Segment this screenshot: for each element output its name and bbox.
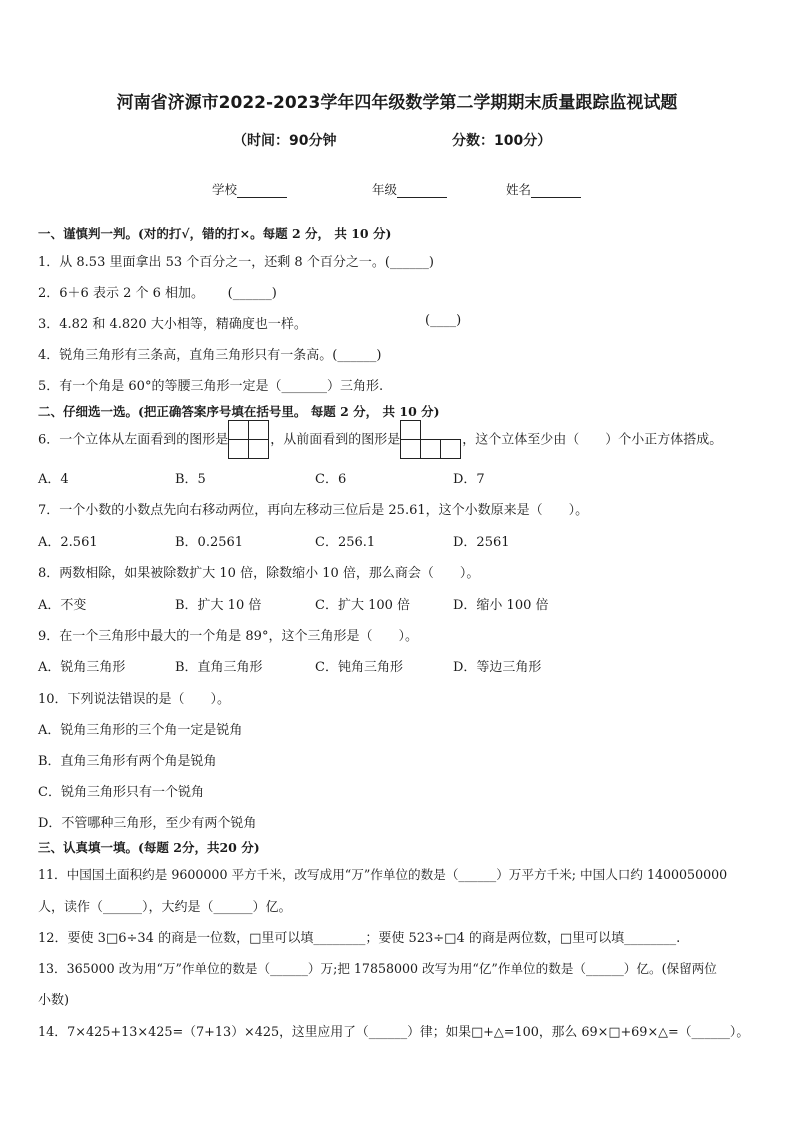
question-12: 12．要使 3□6÷34 的商是一位数，□里可以填________；要使 523÷□4 的商是两位数，□里可以填________. bbox=[38, 931, 681, 946]
question-3: 3．4.82 和 4.820 大小相等，精确度也一样。 bbox=[38, 317, 307, 332]
question-6-part-c: ，这个立体至少由（ ）个小正方体搭成。 bbox=[462, 432, 723, 448]
question-1: 1．从 8.53 里面拿出 53 个百分之一，还剩 8 个百分之一。(______) bbox=[38, 255, 434, 270]
q9-option-b[interactable]: B．直角三角形 bbox=[175, 660, 263, 675]
left-view-figure bbox=[228, 420, 270, 460]
q7-option-b[interactable]: B．0.2561 bbox=[175, 535, 244, 550]
q8-option-d[interactable]: D．缩小 100 倍 bbox=[453, 598, 549, 613]
name-label: 姓名 bbox=[506, 182, 532, 197]
q8-option-a[interactable]: A．不变 bbox=[38, 598, 87, 613]
q10-option-a[interactable]: A．锐角三角形的三个角一定是锐角 bbox=[38, 723, 243, 738]
q10-option-c[interactable]: C．锐角三角形只有一个锐角 bbox=[38, 785, 204, 800]
q9-option-a[interactable]: A．锐角三角形 bbox=[38, 660, 126, 675]
q10-option-b[interactable]: B．直角三角形有两个角是锐角 bbox=[38, 754, 217, 769]
school-label: 学校 bbox=[212, 182, 238, 197]
question-10: 10．下列说法错误的是（ ）。 bbox=[38, 692, 231, 707]
q7-option-a[interactable]: A．2.561 bbox=[38, 535, 98, 550]
q10-option-d[interactable]: D．不管哪种三角形，至少有两个锐角 bbox=[38, 816, 257, 831]
front-view-figure bbox=[400, 420, 462, 460]
name-blank bbox=[531, 184, 581, 198]
question-5: 5．有一个角是 60°的等腰三角形一定是（_______）三角形. bbox=[38, 379, 384, 394]
section-3-heading: 三、认真填一填。(每题 2分，共20 分) bbox=[38, 840, 260, 855]
grade-field bbox=[372, 180, 447, 198]
question-11-line-1: 11．中国国土面积约是 9600000 平方千米，改写成用“万”作单位的数是（______）万平方千米; 中国人口约 1400050000 bbox=[38, 867, 728, 882]
question-14: 14．7×425+13×425=（7+13）×425，这里应用了（______）律；如果□+△=100，那么 69×□+69×△=（______）。 bbox=[38, 1025, 750, 1040]
q7-option-c[interactable]: C．256.1 bbox=[315, 535, 376, 550]
q9-option-d[interactable]: D．等边三角形 bbox=[453, 660, 542, 675]
q9-option-c[interactable]: C．钝角三角形 bbox=[315, 660, 403, 675]
q6-option-d[interactable]: D．7 bbox=[453, 472, 485, 487]
exam-time: （时间：90分钟 bbox=[233, 133, 337, 149]
school-blank bbox=[237, 184, 287, 198]
q8-option-c[interactable]: C．扩大 100 倍 bbox=[315, 598, 411, 613]
question-7: 7．一个小数的小数点先向右移动两位，再向左移动三位后是 25.61，这个小数原来是（ ）。 bbox=[38, 503, 589, 518]
exam-score: 分数：100分） bbox=[452, 133, 552, 149]
question-6-part-b: ，从前面看到的图形是 bbox=[270, 432, 401, 448]
question-2: 2．6＋6 表示 2 个 6 相加。 (______) bbox=[38, 286, 277, 301]
q6-option-a[interactable]: A．4 bbox=[38, 472, 69, 487]
question-11-line-2: 人，读作（______），大约是（______）亿。 bbox=[38, 900, 292, 915]
page-title: 河南省济源市2022-2023学年四年级数学第二学期期末质量跟踪监视试题 bbox=[116, 93, 678, 113]
q6-option-b[interactable]: B．5 bbox=[175, 472, 206, 487]
question-9: 9．在一个三角形中最大的一个角是 89°，这个三角形是（ ）。 bbox=[38, 629, 418, 644]
q8-option-b[interactable]: B．扩大 10 倍 bbox=[175, 598, 262, 613]
question-13-line-1: 13．365000 改为用“万”作单位的数是（______）万;把 17858000 改写为用“亿”作单位的数是（______）亿。(保留两位 bbox=[38, 961, 717, 976]
grade-blank bbox=[397, 184, 447, 198]
question-3-blank: (____) bbox=[425, 313, 462, 328]
question-8: 8．两数相除，如果被除数扩大 10 倍，除数缩小 10 倍，那么商会（ ）。 bbox=[38, 566, 480, 581]
section-2-heading: 二、仔细选一选。(把正确答案序号填在括号里。 每题 2 分， 共 10 分) bbox=[38, 404, 440, 419]
q7-option-d[interactable]: D．2561 bbox=[453, 535, 510, 550]
school-field bbox=[212, 180, 287, 198]
question-13-line-2: 小数) bbox=[38, 993, 70, 1008]
name-field bbox=[506, 180, 581, 198]
question-6-part-a: 6．一个立体从左面看到的图形是 bbox=[38, 432, 229, 448]
q6-option-c[interactable]: C．6 bbox=[315, 472, 347, 487]
question-6 bbox=[38, 420, 722, 461]
question-4: 4．锐角三角形有三条高，直角三角形只有一条高。(______) bbox=[38, 348, 382, 363]
grade-label: 年级 bbox=[372, 182, 398, 197]
section-1-heading: 一、谨慎判一判。(对的打√，错的打×。每题 2 分， 共 10 分) bbox=[38, 226, 392, 241]
